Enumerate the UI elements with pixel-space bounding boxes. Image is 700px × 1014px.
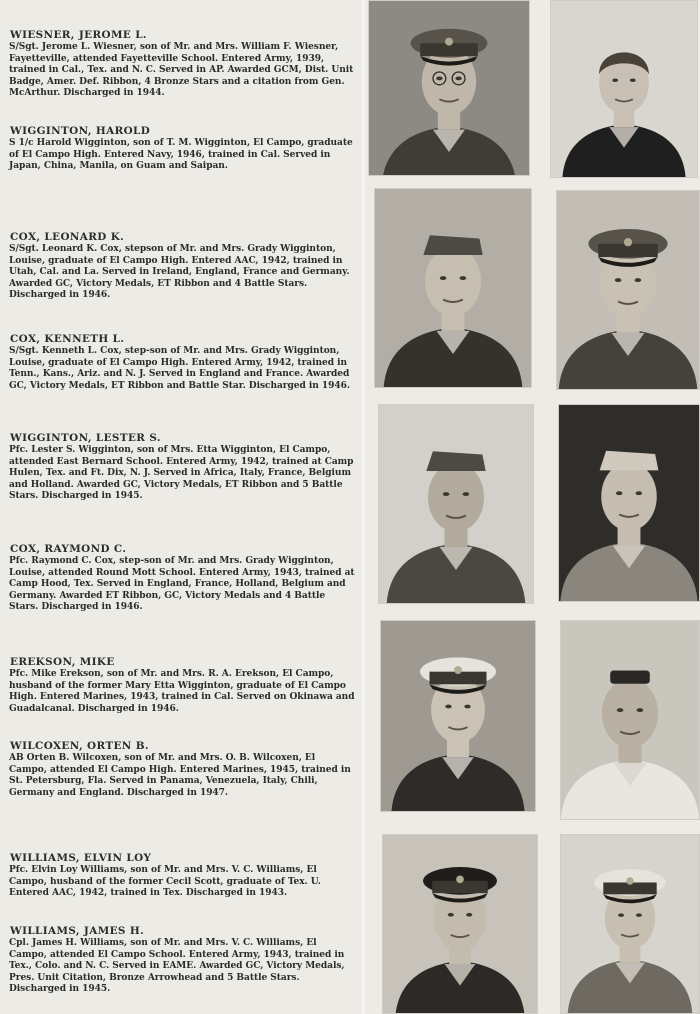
entry-name: WIESNER, JEROME L. [10,29,147,41]
entry-name: COX, KENNETH L. [10,333,125,345]
photo-wiesner [368,0,530,176]
entry-bio: S/Sgt. Kenneth L. Cox, step-son of Mr. and Mrs. Grady Wigginton, Louise, graduate of El Campo High. Entered Army, 1942, trained in Tenn., Kans., Ariz. and N. J. Served in England and France. Awarded GC, Victory Medals, ET Ribbon and Battle Star. Discharged in 1946. [9,346,350,391]
photo-wigginton-harold [550,0,698,178]
entry-bio: S/Sgt. Leonard K. Cox, stepson of Mr. and Mrs. Grady Wigginton, Louise, graduate of El Campo High. Entered AAC, 1942, trained in Utah, Cal. and La. Served in Ireland, England, France and Germany. Awarded GC, Victory Medals, ET Ribbon and 4 Battle Stars. Discharged in 1946. [9,244,350,301]
entry-cox-kenneth [8,333,356,392]
photo-wilcoxen [560,620,700,820]
entry-bio: Pfc. Raymond C. Cox, step-son of Mr. and Mrs. Grady Wigginton, Louise, attended Round Mott School. Entered Army, 1943, trained at Camp Hood, Tex. Served in England, France, Holland, Belgium and Germany. Awarded ET Ribbon, GC, Victory Medals and 4 Battle Stars. Discharged in 1946. [9,556,355,613]
entry-williams-elvin [8,852,356,900]
entry-bio: AB Orten B. Wilcoxen, son of Mr. and Mrs. O. B. Wilcoxen, El Campo, attended El Campo High. Entered Marines, 1945, trained in St. Petersburg, Fla. Served in Panama, Venezuela, Italy, Chili, Germany and England. Discharged in 1947. [9,753,351,798]
entry-name: WIGGINTON, HAROLD [10,125,151,137]
entry-name: COX, LEONARD K. [10,231,125,243]
entry-cox-raymond [8,543,356,614]
entry-wiesner [8,29,356,100]
entry-name: WILLIAMS, ELVIN LOY [10,852,152,864]
entry-name: WILCOXEN, ORTEN B. [10,740,149,752]
entry-wigginton-harold [8,125,356,173]
entry-wigginton-lester [8,432,356,503]
entry-name: COX, RAYMOND C. [10,543,127,555]
entry-bio: S 1/c Harold Wigginton, son of T. M. Wigginton, El Campo, graduate of El Campo High. Entered Navy, 1946, trained in Cal. Served in Japan, China, Manila, on Guam and Saipan. [9,138,353,172]
entry-name: WIGGINTON, LESTER S. [10,432,161,444]
column-divider [362,0,365,1014]
entry-bio: Pfc. Mike Erekson, son of Mr. and Mrs. R. A. Erekson, El Campo, husband of the former Mary Etta Wigginton, graduate of El Campo High. Entered Marines, 1943, trained in Cal. Served on Okinawa and Guadalcanal. Discharged in 1946. [9,669,355,714]
entry-name: WILLIAMS, JAMES H. [10,925,145,937]
entry-wilcoxen [8,740,356,799]
entry-williams-james [8,925,356,996]
entry-bio: Cpl. James H. Williams, son of Mr. and Mrs. V. C. Williams, El Campo, attended El Campo School. Entered Army, 1943, trained in Tex., Colo. and N. C. Served in EAME. Awarded GC, Victory Medals, Pres. Unit Citation, Bronze Arrowhead and 5 Battle Stars. Discharged in 1945. [9,938,345,995]
photo-cox-leonard [374,188,532,388]
entry-bio: Pfc. Lester S. Wigginton, son of Mrs. Etta Wigginton, El Campo, attended East Bernard School. Entered Army, 1942, trained at Camp Hulen, Tex. and Ft. Dix, N. J. Served in Africa, Italy, France, Belgium and Holland. Awarded GC, Victory Medals, ET Ribbon and 5 Battle Stars. Discharged in 1945. [9,445,354,502]
entry-name: EREKSON, MIKE [10,656,115,668]
photo-williams-elvin [382,834,538,1014]
photo-wigginton-lester [378,404,534,604]
entry-bio: S/Sgt. Jerome L. Wiesner, son of Mr. and Mrs. William F. Wiesner, Fayetteville, attended Fayetteville School. Entered Army, 1939, trained in Cal., Tex. and N. C. Served in AP. Awarded GCM, Dist. Unit Badge, Amer. Def. Ribbon, 4 Bronze Stars and a citation from Gen. McArthur. Discharged in 1944. [9,42,354,99]
photo-cox-kenneth [556,190,700,390]
entry-bio: Pfc. Elvin Loy Williams, son of Mr. and Mrs. V. C. Williams, El Campo, husband of the former Cecil Scott, graduate of Tex. U. Entered AAC, 1942, trained in Tex. Discharged in 1943. [9,865,321,899]
entry-erekson [8,656,356,715]
entry-cox-leonard [8,231,356,302]
photo-cox-raymond [558,404,700,602]
photo-williams-james [560,834,700,1014]
photo-erekson [380,620,536,812]
